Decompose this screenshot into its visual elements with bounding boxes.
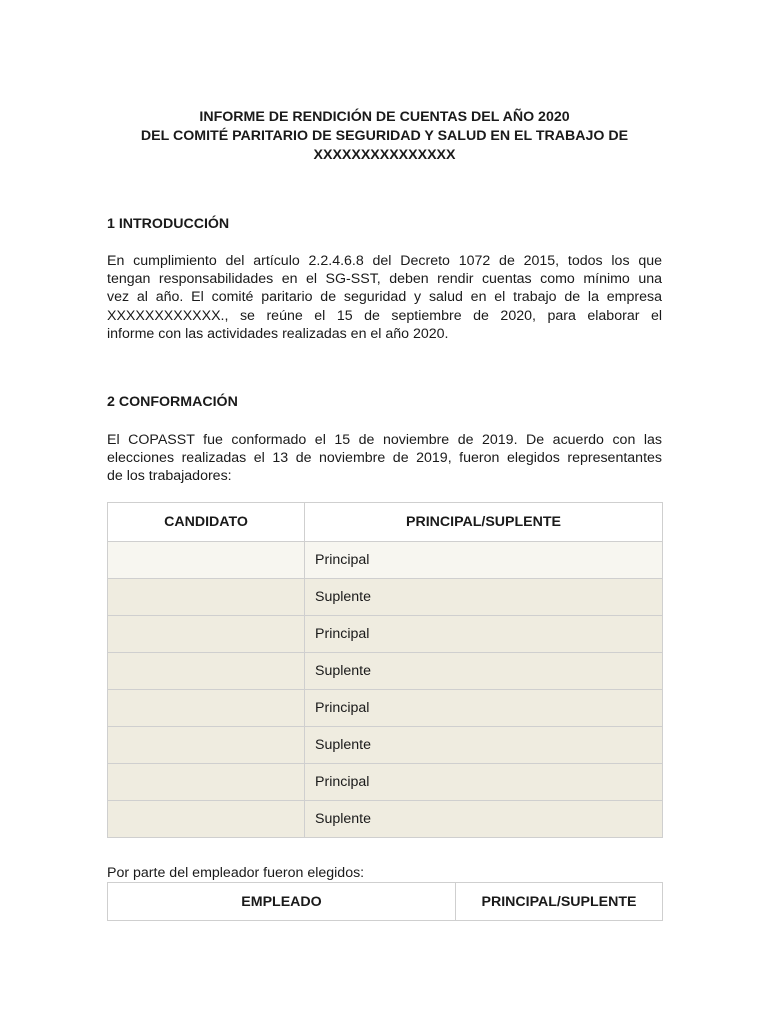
role-cell: Principal [305,690,663,727]
paragraph-line: XXXXXXXXXXXX., se reúne el 15 de septiembre de 2020, para elaborar el [107,307,662,324]
role-cell: Principal [305,616,663,653]
table-row [108,690,663,727]
candidate-cell [108,801,305,838]
paragraph-line: elecciones realizadas el 13 de noviembre de 2019, fueron elegidos representantes [107,450,662,467]
role-cell: Suplente [305,727,663,764]
role-cell: Principal [305,542,663,579]
column-header-candidato: CANDIDATO [108,503,305,542]
table-row [108,727,663,764]
paragraph-line: tengan responsabilidades en el SG-SST, deben rendir cuentas como mínimo una [107,271,662,288]
section-1-heading: 1 INTRODUCCIÓN [107,216,230,232]
table-row [108,764,663,801]
section-2-paragraph [107,431,662,486]
section-2-heading: 2 CONFORMACIÓN [107,394,238,410]
candidate-cell [108,653,305,690]
column-header-principal-suplente: PRINCIPAL/SUPLENTE [305,503,663,542]
role-cell: Suplente [305,801,663,838]
column-header-principal-suplente: PRINCIPAL/SUPLENTE [456,883,663,921]
title-line-3: XXXXXXXXXXXXXXX [313,147,456,163]
role-cell: Suplente [305,653,663,690]
employer-paragraph: Por parte del empleador fueron elegidos: [107,865,365,881]
candidate-cell [108,616,305,653]
table-row [108,542,663,579]
candidate-cell [108,764,305,801]
section-1-paragraph [107,252,662,343]
role-cell: Principal [305,764,663,801]
document-title [107,108,662,165]
paragraph-line: En cumplimiento del artículo 2.2.4.6.8 del Decreto 1072 de 2015, todos los que [107,253,662,269]
title-line-1: INFORME DE RENDICIÓN DE CUENTAS DEL AÑO 2020 [199,109,570,125]
table-row [108,579,663,616]
candidate-cell [108,579,305,616]
table-row [108,653,663,690]
paragraph-line: El COPASST fue conformado el 15 de noviembre de 2019. De acuerdo con las [107,432,662,448]
candidate-cell [108,727,305,764]
column-header-empleado: EMPLEADO [108,883,456,921]
role-cell: Suplente [305,579,663,616]
employer-representatives-table [107,882,663,921]
candidate-cell [108,542,305,579]
paragraph-line: vez al año. El comité paritario de seguridad y salud en el trabajo de la empresa [107,289,662,306]
paragraph-line: informe con las actividades realizadas en el año 2020. [107,325,449,342]
title-line-2: DEL COMITÉ PARITARIO DE SEGURIDAD Y SALUD EN EL TRABAJO DE [140,128,629,144]
table-row [108,616,663,653]
candidate-cell [108,690,305,727]
table-row [108,801,663,838]
paragraph-line: de los trabajadores: [107,468,232,485]
worker-representatives-table [107,502,663,838]
